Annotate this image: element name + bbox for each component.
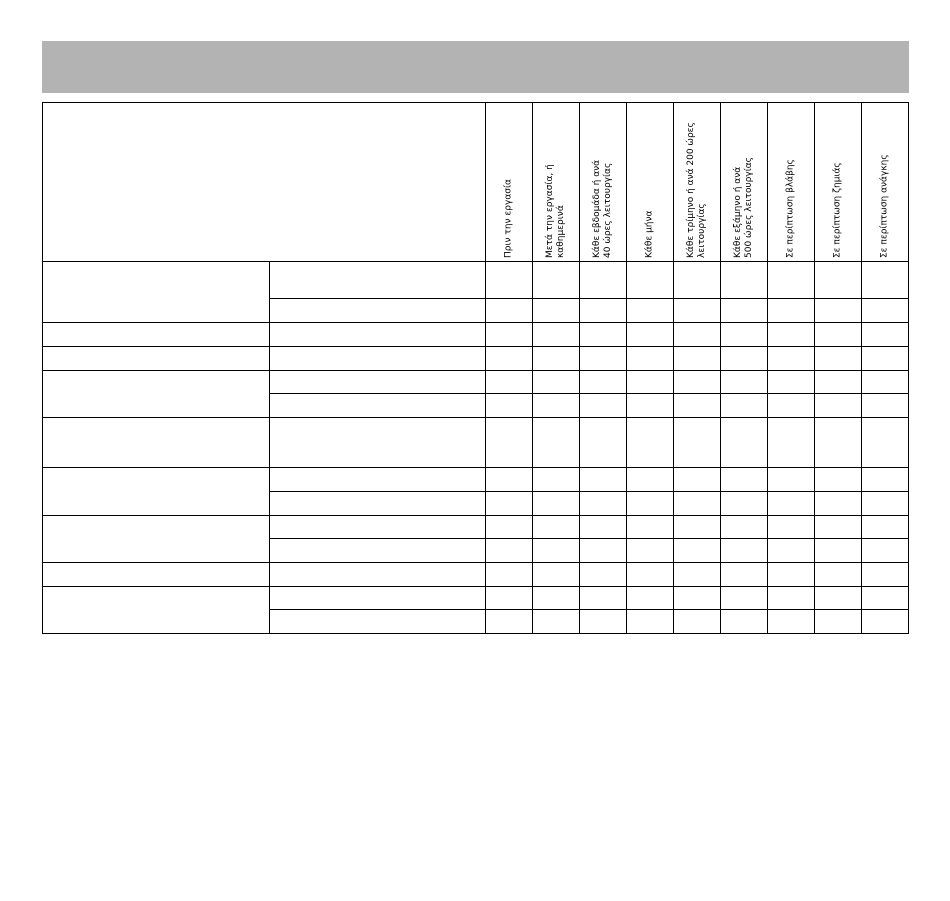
grid-row-line [43, 586, 908, 587]
column-header-label: Μετά την εργασία, ή καθημερινά [545, 164, 566, 258]
column-header-label: Κάθε εξάμηνο ή ανά 500 ώρες λειτουργίας [733, 157, 754, 258]
grid-row-line [43, 346, 908, 347]
grid-row-line [43, 370, 908, 371]
column-header-label: Σε περίπτωση ανάγκης [879, 154, 890, 258]
column-header-label: Κάθε τρίμηνο ή ανά 200 ώρες λειτουργίας [686, 122, 707, 258]
grid-column-line [626, 103, 627, 633]
grid-column-line [720, 103, 721, 633]
grid-row-line [43, 261, 908, 262]
column-header-after-work-daily [533, 103, 579, 262]
column-header-label: Κάθε εβδομάδα ή ανά 40 ώρες λειτουργίας [592, 159, 613, 258]
grid-row-line [43, 467, 908, 468]
grid-subcolumn-line [269, 261, 270, 633]
grid-column-line [532, 103, 533, 633]
grid-column-line [767, 103, 768, 633]
column-header-in-case-of-fault [768, 103, 814, 262]
grid-column-line [814, 103, 815, 633]
column-header-monthly [627, 103, 673, 262]
column-header-label: Σε περίπτωση ζημιάς [832, 162, 843, 258]
grid-row-line [43, 417, 908, 418]
column-header-if-needed [862, 103, 908, 262]
column-header-label: Σε περίπτωση βλάβης [785, 159, 796, 258]
grid-row-line [269, 298, 908, 299]
grid-row-line [269, 609, 908, 610]
column-header-weekly [580, 103, 626, 262]
grid-column-line [861, 103, 862, 633]
grid-row-line [43, 515, 908, 516]
column-header-label: Πριν την εργασία [503, 179, 514, 258]
column-header-before-work [486, 103, 532, 262]
grid-row-line [269, 538, 908, 539]
grid-row-line [43, 322, 908, 323]
column-header-quarterly [674, 103, 720, 262]
header-bar [42, 41, 909, 93]
column-header-label: Κάθε μήνα [644, 210, 655, 258]
grid-row-line [43, 562, 908, 563]
grid-column-line [485, 103, 486, 633]
column-header-semiannual [721, 103, 767, 262]
grid-column-line [579, 103, 580, 633]
column-header-in-case-of-damage [815, 103, 861, 262]
maintenance-table [42, 102, 909, 634]
grid-row-line [269, 491, 908, 492]
grid-row-line [269, 393, 908, 394]
grid-column-line [673, 103, 674, 633]
